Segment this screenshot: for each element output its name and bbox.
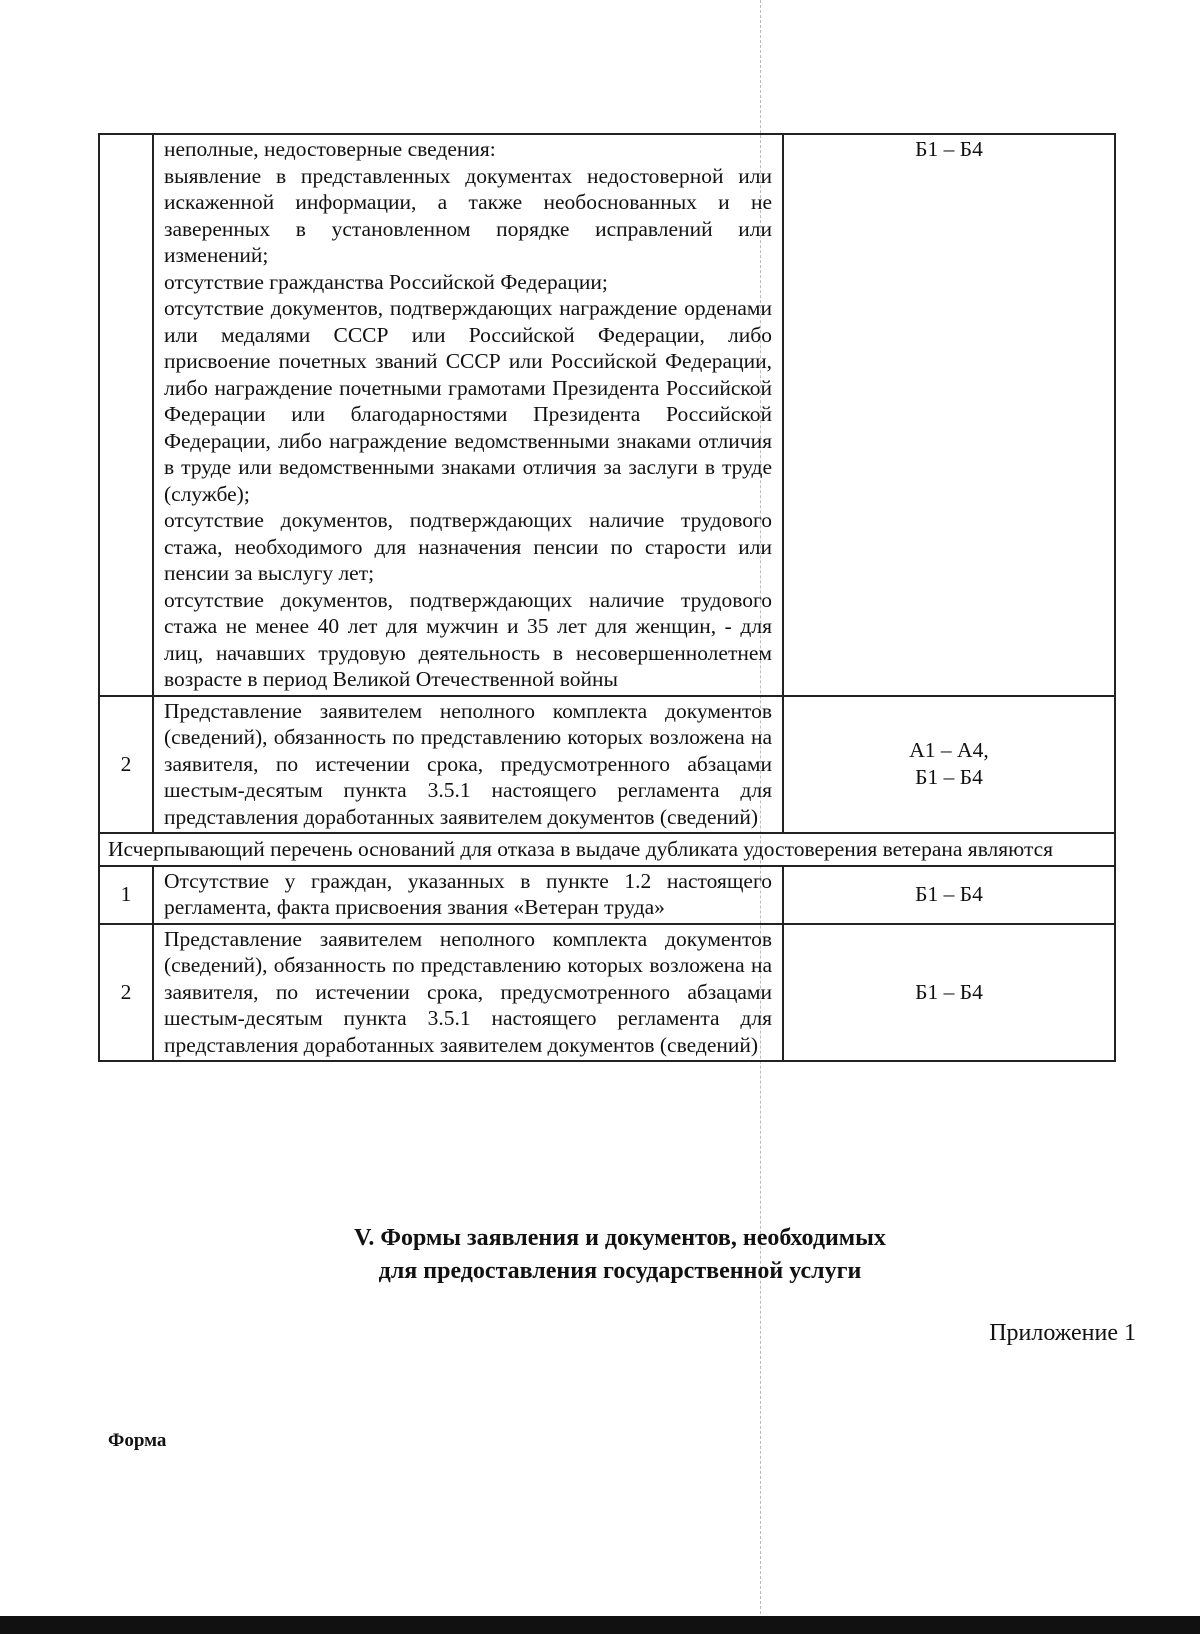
ground-paragraph: отсутствие документов, подтверждающих наличие трудового стажа не менее 40 лет для мужчин и 35 лет для женщин, - для лиц, начавших трудовую деятельность в несовершеннолетнем возрасте в период Великой Отечественной войны [164,587,772,691]
ground-text [153,696,783,834]
grounds-table [98,133,1116,1062]
row-number: 1 [99,866,153,924]
table-row-continuation [99,134,1115,696]
ground-text [153,866,783,924]
appendix-label: Приложение 1 [989,1320,1136,1346]
table-row [99,696,1115,834]
ground-paragraph: отсутствие документов, подтверждающих награждение орденами или медалями СССР или Российской Федерации, либо присвоение почетных званий СССР или Российской Федерации, либо награждение почетными грамотами Президента Российской Федерации или благодарностями Президента Российской Федерации, либо награждение ведомственными знаками отличия в труде или ведомственными знаками отличия за заслуги в труде (службе); [164,296,772,506]
ground-paragraph: отсутствие гражданства Российской Федерации; [164,269,608,294]
row-number: 2 [99,696,153,834]
code-cell: Б1 – Б4 [783,866,1115,924]
scan-edge-bar [0,1616,1200,1634]
code-cell: Б1 – Б4 [783,134,1115,696]
table-span-row [99,833,1115,866]
row-number-empty [99,134,153,696]
section-title-line: для предоставления государственной услуги [378,1258,862,1284]
ground-paragraph: выявление в представленных документах недостоверной или искаженной информации, а также необоснованных и не заверенных в установленном порядке исправлений или изменений; [164,163,772,267]
section-title-line: V. Формы заявления и документов, необходимых [354,1225,886,1251]
ground-paragraph: неполные, недостоверные сведения: [164,137,496,161]
form-label: Форма [108,1430,167,1451]
code-cell: Б1 – Б4 [783,924,1115,1062]
section-title [300,1222,940,1288]
code-cell [783,696,1115,834]
ground-paragraph: Представление заявителем неполного комплекта документов (сведений), обязанность по представлению которых возложена на заявителя, по истечении срока, предусмотренного абзацами шестым-десятым пункта 3.5.1 настоящего регламента для представления доработанных заявителем документов (сведений) [164,698,772,829]
code-line: А1 – А4, [909,738,989,763]
code-line: Б1 – Б4 [915,764,983,789]
ground-paragraph: отсутствие документов, подтверждающих наличие трудового стажа, необходимого для назначения пенсии по старости или пенсии за выслугу лет; [164,508,772,585]
ground-paragraph: Отсутствие у граждан, указанных в пункте 1.2 настоящего регламента, факта присвоения звания «Ветеран труда» [164,868,772,919]
duplicate-grounds-heading: Исчерпывающий перечень оснований для отказа в выдаче дубликата удостоверения ветерана являются [99,833,1115,866]
table-row [99,866,1115,924]
ground-paragraph: Представление заявителем неполного комплекта документов (сведений), обязанность по представлению которых возложена на заявителя, по истечении срока, предусмотренного абзацами шестым-десятым пункта 3.5.1 настоящего регламента для представления доработанных заявителем документов (сведений) [164,926,772,1057]
grounds-list-cell [153,134,783,696]
row-number: 2 [99,924,153,1062]
ground-text [153,924,783,1062]
table-row [99,924,1115,1062]
